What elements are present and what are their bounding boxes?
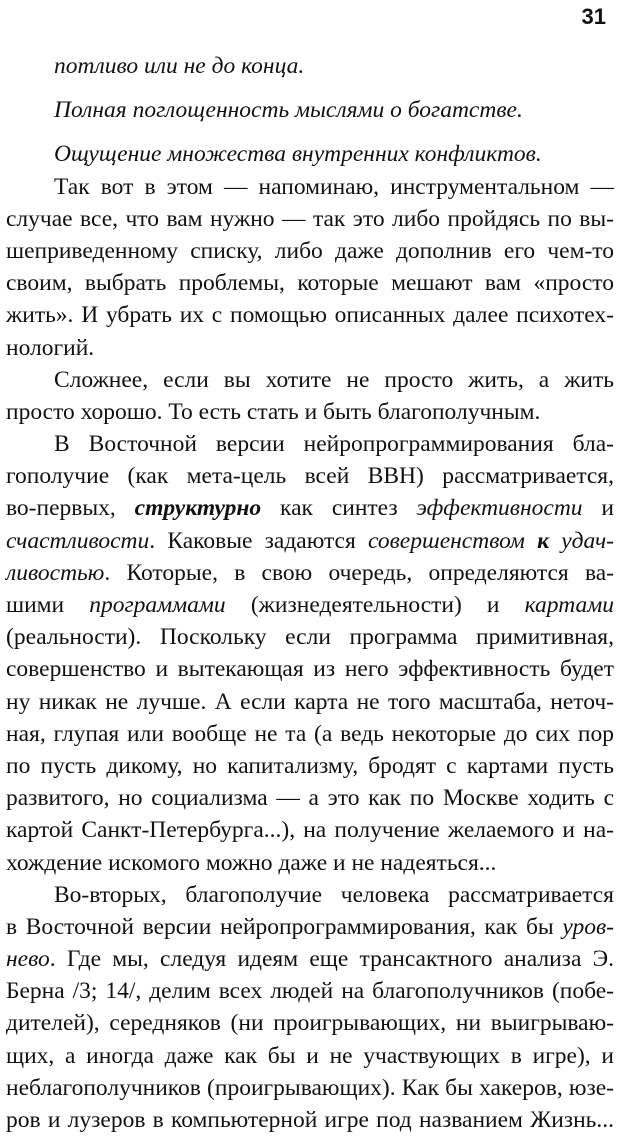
text-run: В Восточной версии нейропрограммирования бла-: [54, 431, 614, 458]
text-line: [6, 332, 614, 364]
text-run: как синтез: [261, 495, 417, 522]
text-line: [6, 138, 614, 170]
body-text: [6, 50, 614, 1136]
text-line: [6, 814, 614, 846]
text-run: жить». И убрать их с помощью описанных далее психотех-: [6, 302, 614, 329]
text-run: Так вот в этом — напоминаю, инструментальном —: [54, 173, 614, 200]
text-line: [6, 879, 614, 911]
text-line: [6, 299, 614, 331]
emphasis-run: нево: [6, 946, 50, 973]
text-line: [6, 492, 614, 524]
emphasis-run: потливо или не до конца.: [54, 53, 305, 79]
text-run: по пусть дикому, но капитализму, бродят с картами пусть: [6, 752, 614, 779]
text-line: [6, 621, 614, 653]
text-run: Сложнее, если вы хотите не просто жить, а жить: [54, 366, 614, 393]
text-run: . Каковые задаются: [149, 527, 368, 554]
text-line: [6, 94, 614, 126]
text-line: [6, 975, 614, 1007]
text-line: [6, 203, 614, 235]
text-line: [6, 1072, 614, 1104]
text-line: [6, 1104, 614, 1136]
text-line: [6, 589, 614, 621]
text-run: . Которые, в свою очередь, определяются ва-: [104, 559, 614, 586]
text-line: [6, 943, 614, 975]
text-run: просто хорошо. То есть стать и быть благополучным.: [6, 398, 541, 425]
text-line: [6, 911, 614, 943]
text-run: неблагополучников (проигрывающих). Как бы хакеров, юзе-: [6, 1074, 614, 1101]
text-line: [6, 653, 614, 685]
text-run: (жизнедеятельности) и: [225, 592, 525, 618]
text-run: шеприведенному списку, либо даже дополнив его чем-то: [6, 237, 614, 264]
emphasis-run: структурно: [134, 495, 262, 522]
text-run: ная, глупая или вообще не та (а ведь некоторые до сих пор: [6, 720, 614, 747]
text-line: [6, 686, 614, 718]
text-line: [6, 460, 614, 492]
emphasis-run: Полная поглощенность мыслями о богатстве.: [54, 97, 523, 124]
text-line: [6, 525, 614, 557]
text-line: [6, 1007, 614, 1039]
text-run: и: [582, 495, 615, 522]
page-number: 31: [581, 4, 606, 29]
emphasis-run: ливостью: [6, 559, 105, 586]
text-line: [6, 364, 614, 396]
text-run: ну никак не лучше. А если карта не того масштаба, неточ-: [6, 688, 614, 715]
emphasis-run: совершенством: [367, 527, 525, 554]
text-line: [6, 750, 614, 782]
emphasis-run: программами: [89, 592, 226, 618]
text-run: случае все, что вам нужно — так это либо пройдясь по вы-: [6, 205, 614, 232]
text-run: в Восточной версии нейропрограммирования, как бы: [6, 913, 563, 940]
paragraph-gap: [6, 82, 614, 94]
text-line: [6, 396, 614, 428]
text-line: [6, 718, 614, 750]
emphasis-run: удач-: [549, 527, 614, 554]
text-run: Берна /3; 14/, делим всех людей на благополучников (побе-: [6, 978, 614, 1005]
text-run: Во-вторых, благополучие человека рассматривается: [54, 881, 614, 908]
emphasis-run: Ощущение множества внутренних конфликтов.: [54, 141, 542, 168]
text-run: ров и лузеров в компьютерной игре под названием Жизнь...: [6, 1107, 614, 1133]
text-run: совершенство и вытекающая из него эффективность будет: [6, 656, 614, 683]
text-line: [6, 557, 614, 589]
text-run: (реальности). Поскольку если программа примитивная,: [6, 624, 614, 651]
emphasis-run: эффективности: [416, 495, 583, 522]
text-run: картой Санкт-Петербурга...), на получение желаемого и на-: [6, 817, 614, 844]
text-line: [6, 847, 614, 879]
text-line: [6, 267, 614, 299]
paragraph-gap: [6, 126, 614, 138]
text-line: [6, 235, 614, 267]
text-line: [6, 50, 614, 82]
text-line: [6, 171, 614, 203]
text-line: [6, 782, 614, 814]
text-run: хождение искомого можно даже и не надеяться...: [6, 849, 497, 876]
text-run: во-первых,: [6, 495, 135, 522]
text-run: дителей), середняков (ни проигрывающих, ни выигрываю-: [6, 1010, 614, 1037]
text-run: . Где мы, следуя идеям еще трансактного анализа Э.: [49, 946, 614, 973]
text-run: шими: [6, 592, 90, 618]
text-line: [6, 428, 614, 460]
text-run: нологий.: [6, 334, 95, 361]
text-run: своим, выбрать проблемы, которые мешают вам «просто: [6, 270, 614, 297]
emphasis-run: уров-: [562, 913, 614, 940]
emphasis-run: счастливости: [6, 527, 150, 554]
text-run: развитого, но социализма — а это как по Москве ходить с: [6, 785, 614, 812]
emphasis-run: к: [524, 527, 550, 554]
text-run: щих, а иногда даже как бы и не участвующих в игре), и: [6, 1042, 614, 1069]
emphasis-run: картами: [524, 592, 614, 618]
text-run: гополучие (как мета-цель всей ВВН) рассматривается,: [6, 463, 614, 490]
